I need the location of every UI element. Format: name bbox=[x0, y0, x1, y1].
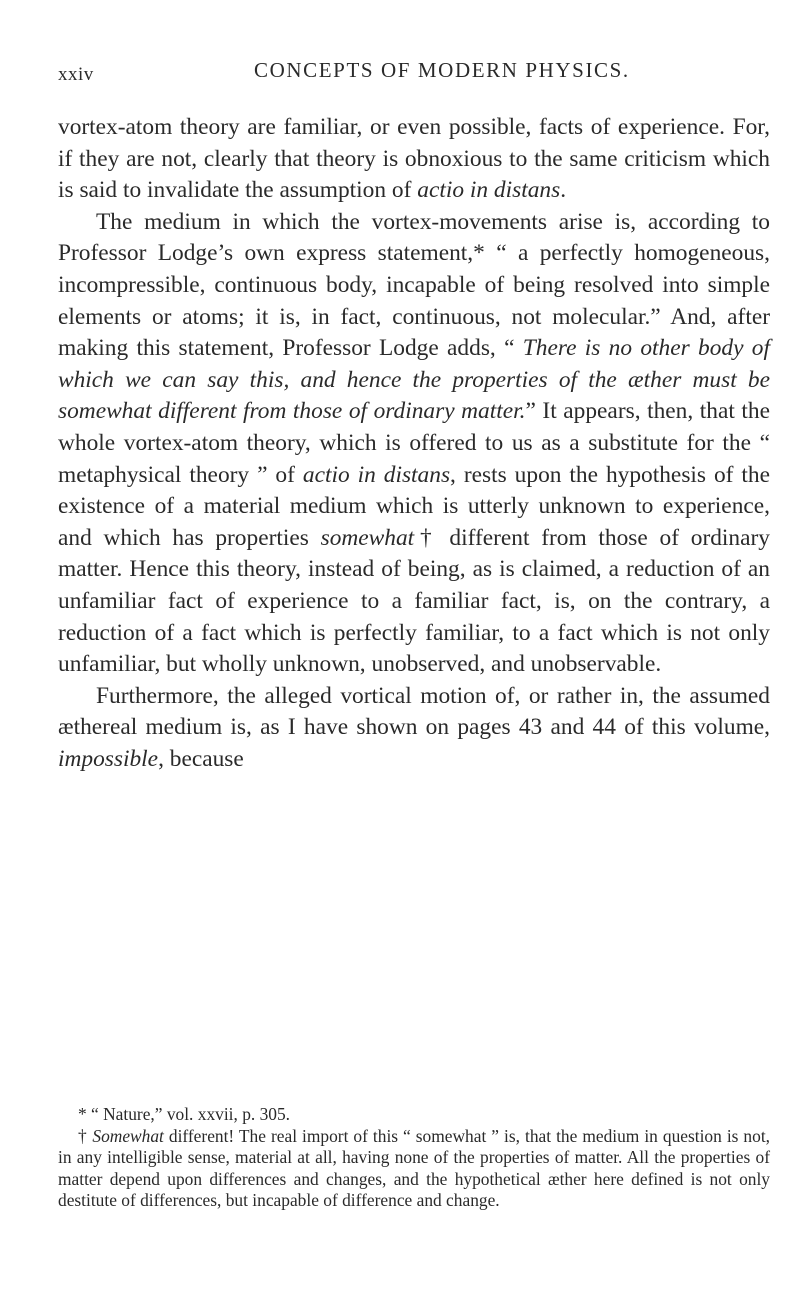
italic-run: impossible bbox=[58, 745, 159, 772]
text-run: † different from those of ordinary matter. Hence this theory, instead of being, as is claimed, a reduction of an unfamiliar fact of experience to a familiar fact, is, on the contrary, a reduction of a fact which is perfectly familiar, to a fact which is not only unfamiliar, but wholly unknown, unobserved, and unobservable. bbox=[58, 524, 770, 678]
text-run: ” It appears, then, that the whole vortex-atom theory, which is offered to us as a substitute for the “ metaphysical theory ” of bbox=[58, 398, 770, 488]
text-run: different! The real import of this “ somewhat ” is, that the medium in question is not, in any intelligible sense, material at all, having none of the properties of matter. All the properties of matter depend upon differences and changes, and the hypothetical æther here defined is not only destitute of differences, but incapable of difference and change. bbox=[58, 1125, 770, 1210]
text-run: . bbox=[560, 177, 567, 204]
text-run: Furthermore, the alleged vortical motion of, or rather in, the assumed æthereal medium is, as I have shown on pages 43 and 44 of this volume, bbox=[58, 682, 770, 741]
italic-run: Somewhat bbox=[92, 1125, 164, 1146]
text-run: , rests upon the hypothesis of the existence of a material medium which is utterly unknown to experience, and which has properties bbox=[58, 461, 770, 551]
italic-run: actio in distans bbox=[417, 177, 561, 204]
italic-run: somewhat bbox=[320, 524, 415, 551]
paragraph-1 bbox=[58, 112, 770, 207]
text-run: † bbox=[78, 1125, 93, 1146]
running-head bbox=[58, 58, 758, 88]
paragraph-2 bbox=[58, 207, 770, 681]
running-title: CONCEPTS OF MODERN PHYSICS. bbox=[254, 58, 630, 82]
text-run: , because bbox=[158, 745, 244, 772]
body-text bbox=[58, 112, 770, 775]
text-run: vortex-atom theory are familiar, or even possible, facts of experience. For, if they are not, clearly that theory is obnoxious to the same criticism which is said to invalidate the assumption of bbox=[58, 114, 770, 204]
text-run: The medium in which the vortex-movements arise is, according to Professor Lodge’s own express statement,* “ a perfectly homogeneous, incompressible, continuous body, incapable of being resolved into simple elements or atoms; it is, in fact, continuous, not molecular.” And, after making this statement, Professor Lodge adds, “ bbox=[58, 208, 770, 362]
footnote-star: * “ Nature,” vol. xxvii, p. 305. bbox=[78, 1104, 291, 1124]
footnote-dagger bbox=[58, 1126, 770, 1212]
paragraph-3 bbox=[58, 681, 770, 776]
italic-run: actio in distans bbox=[302, 461, 451, 488]
italic-run: There is no other body of which we can say this, and hence the properties of the æther must be somewhat different from those of ordinary matter. bbox=[58, 335, 770, 425]
footnotes bbox=[58, 1104, 770, 1212]
page-number: xxiv bbox=[58, 64, 94, 85]
